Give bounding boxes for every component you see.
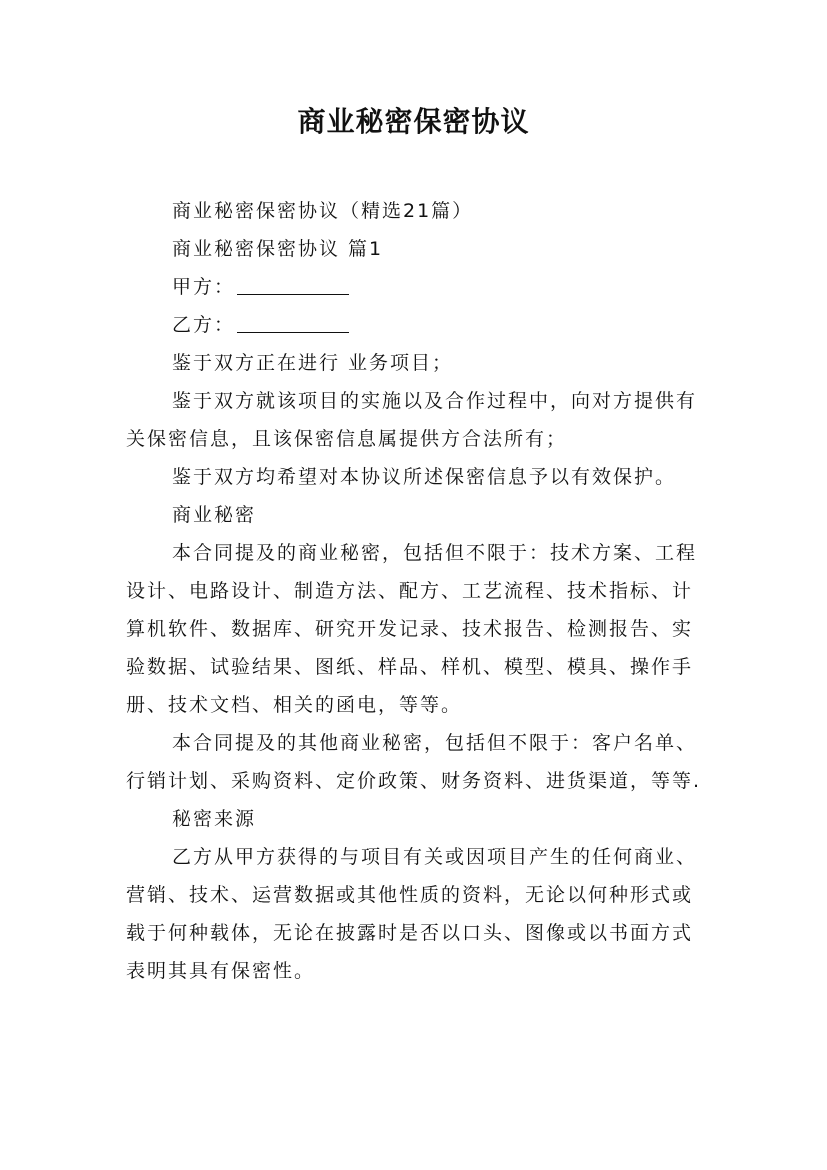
- party-a-line: [126, 268, 706, 306]
- party-a-blank: [237, 270, 349, 295]
- party-a-label: 甲方：: [172, 276, 236, 298]
- recital-1: 鉴于双方正在进行 业务项目；: [172, 352, 454, 374]
- party-b-label: 乙方：: [172, 314, 236, 336]
- document-body: [126, 192, 706, 990]
- party-b-blank: [237, 308, 349, 333]
- party-b-line: [126, 306, 706, 344]
- source-paragraph: 乙方从甲方获得的与项目有关或因项目产生的任何商业、营销、技术、运营数据或其他性质的资料，无论以何种形式或载于何种载体，无论在披露时是否以口头、图像或以书面方式表明其具有保密性。: [126, 846, 698, 982]
- heading-trade-secret: 商业秘密: [172, 504, 257, 526]
- trade-secret-paragraph-1: 本合同提及的商业秘密，包括但不限于：技术方案、工程设计、电路设计、制造方法、配方、工艺流程、技术指标、计算机软件、数据库、研究开发记录、技术报告、检测报告、实验数据、试验结果、图纸、样品、样机、模型、模具、操作手册、技术文档、相关的函电，等等。: [126, 542, 698, 716]
- recital-2: 鉴于双方就该项目的实施以及合作过程中，向对方提供有关保密信息，且该保密信息属提供方合法所有；: [126, 390, 698, 450]
- document-title: 商业秘密保密协议: [297, 105, 530, 138]
- recital-3: 鉴于双方均希望对本协议所述保密信息予以有效保护。: [172, 466, 677, 488]
- heading-source: 秘密来源: [172, 808, 257, 830]
- trade-secret-paragraph-2: 本合同提及的其他商业秘密，包括但不限于：客户名单、行销计划、采购资料、定价政策、财务资料、进货渠道，等等.: [126, 732, 702, 792]
- subtitle: 商业秘密保密协议（精选21篇）: [172, 200, 474, 222]
- section-title: 商业秘密保密协议 篇1: [172, 238, 384, 260]
